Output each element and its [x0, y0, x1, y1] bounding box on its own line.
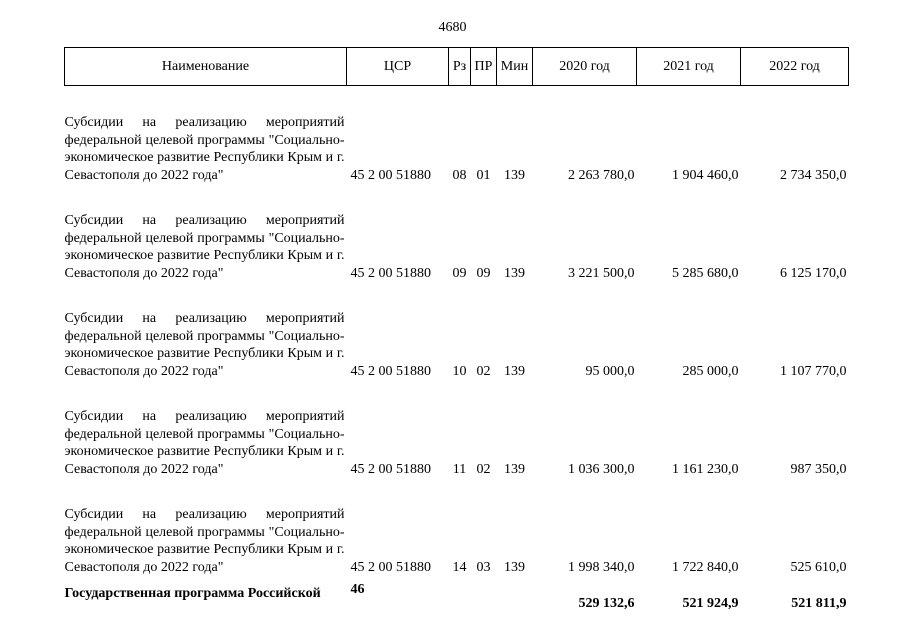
table-row — [65, 184, 849, 282]
row-name-cell — [65, 478, 347, 576]
total-name: Государственная программа Российской — [64, 586, 321, 602]
total-2022: 521 811,9 — [791, 595, 847, 611]
row-name-cell — [65, 282, 347, 380]
row-min: 139 — [504, 461, 525, 477]
row-name-cell — [65, 380, 347, 478]
total-2021: 521 924,9 — [682, 595, 739, 611]
row-rz: 10 — [452, 363, 467, 379]
row-name: Субсидии на реализацию мероприятий федеральной целевой программы "Социально-экономическое развитие Республики Крым и г. Севастополя до 2022 года" — [64, 311, 345, 379]
row-2020: 95 000,0 — [585, 363, 635, 379]
row-2020: 1 998 340,0 — [568, 559, 635, 575]
row-min: 139 — [504, 559, 525, 575]
table-row — [65, 478, 849, 576]
total-csr-cell — [347, 576, 449, 612]
row-2022: 525 610,0 — [790, 559, 847, 575]
row-csr: 45 2 00 51880 — [350, 167, 431, 183]
row-min: 139 — [504, 167, 525, 183]
row-rz: 14 — [452, 559, 467, 575]
row-2022: 6 125 170,0 — [780, 265, 847, 281]
row-name-cell — [65, 86, 347, 185]
total-rz — [449, 576, 471, 612]
total-name-cell — [65, 576, 347, 612]
row-min: 139 — [504, 363, 525, 379]
total-pr — [471, 576, 497, 612]
header-2022: 2022 год — [741, 48, 849, 86]
header-2020: 2020 год — [533, 48, 637, 86]
row-2021: 1 722 840,0 — [672, 559, 739, 575]
budget-table — [64, 47, 849, 612]
table-row — [65, 380, 849, 478]
total-csr: 46 — [350, 582, 365, 598]
row-rz: 09 — [452, 265, 467, 281]
header-rz: Рз — [449, 48, 471, 86]
row-rz: 08 — [452, 167, 467, 183]
header-name: Наименование — [65, 48, 347, 86]
row-pr: 03 — [476, 559, 491, 575]
row-csr: 45 2 00 51880 — [350, 559, 431, 575]
row-pr: 01 — [476, 167, 491, 183]
row-name-cell — [65, 184, 347, 282]
total-min — [497, 576, 533, 612]
row-2022: 987 350,0 — [790, 461, 847, 477]
row-pr: 02 — [476, 461, 491, 477]
row-name: Субсидии на реализацию мероприятий федеральной целевой программы "Социально-экономическое развитие Республики Крым и г. Севастополя до 2022 года" — [64, 409, 345, 477]
row-name: Субсидии на реализацию мероприятий федеральной целевой программы "Социально-экономическое развитие Республики Крым и г. Севастополя до 2022 года" — [64, 115, 345, 183]
row-rz: 11 — [452, 461, 467, 477]
page-number: 4680 — [438, 20, 467, 35]
header-min: Мин — [497, 48, 533, 86]
row-csr: 45 2 00 51880 — [350, 363, 431, 379]
row-2020: 2 263 780,0 — [568, 167, 635, 183]
header-csr: ЦСР — [347, 48, 449, 86]
table-header-row — [65, 48, 849, 86]
row-csr: 45 2 00 51880 — [350, 265, 431, 281]
row-2022: 2 734 350,0 — [780, 167, 847, 183]
row-pr: 09 — [476, 265, 491, 281]
row-2020: 1 036 300,0 — [568, 461, 635, 477]
row-name: Субсидии на реализацию мероприятий федеральной целевой программы "Социально-экономическое развитие Республики Крым и г. Севастополя до 2022 года" — [64, 507, 345, 575]
row-2022: 1 107 770,0 — [780, 363, 847, 379]
total-2020: 529 132,6 — [578, 595, 635, 611]
row-name: Субсидии на реализацию мероприятий федеральной целевой программы "Социально-экономическое развитие Республики Крым и г. Севастополя до 2022 года" — [64, 213, 345, 281]
table-row — [65, 282, 849, 380]
table-row — [65, 86, 849, 185]
header-pr: ПР — [471, 48, 497, 86]
row-2021: 1 161 230,0 — [672, 461, 739, 477]
row-pr: 02 — [476, 363, 491, 379]
row-csr: 45 2 00 51880 — [350, 461, 431, 477]
total-row — [65, 576, 849, 612]
row-2020: 3 221 500,0 — [568, 265, 635, 281]
row-2021: 285 000,0 — [682, 363, 739, 379]
header-2021: 2021 год — [637, 48, 741, 86]
row-min: 139 — [504, 265, 525, 281]
row-2021: 1 904 460,0 — [672, 167, 739, 183]
row-2021: 5 285 680,0 — [672, 265, 739, 281]
